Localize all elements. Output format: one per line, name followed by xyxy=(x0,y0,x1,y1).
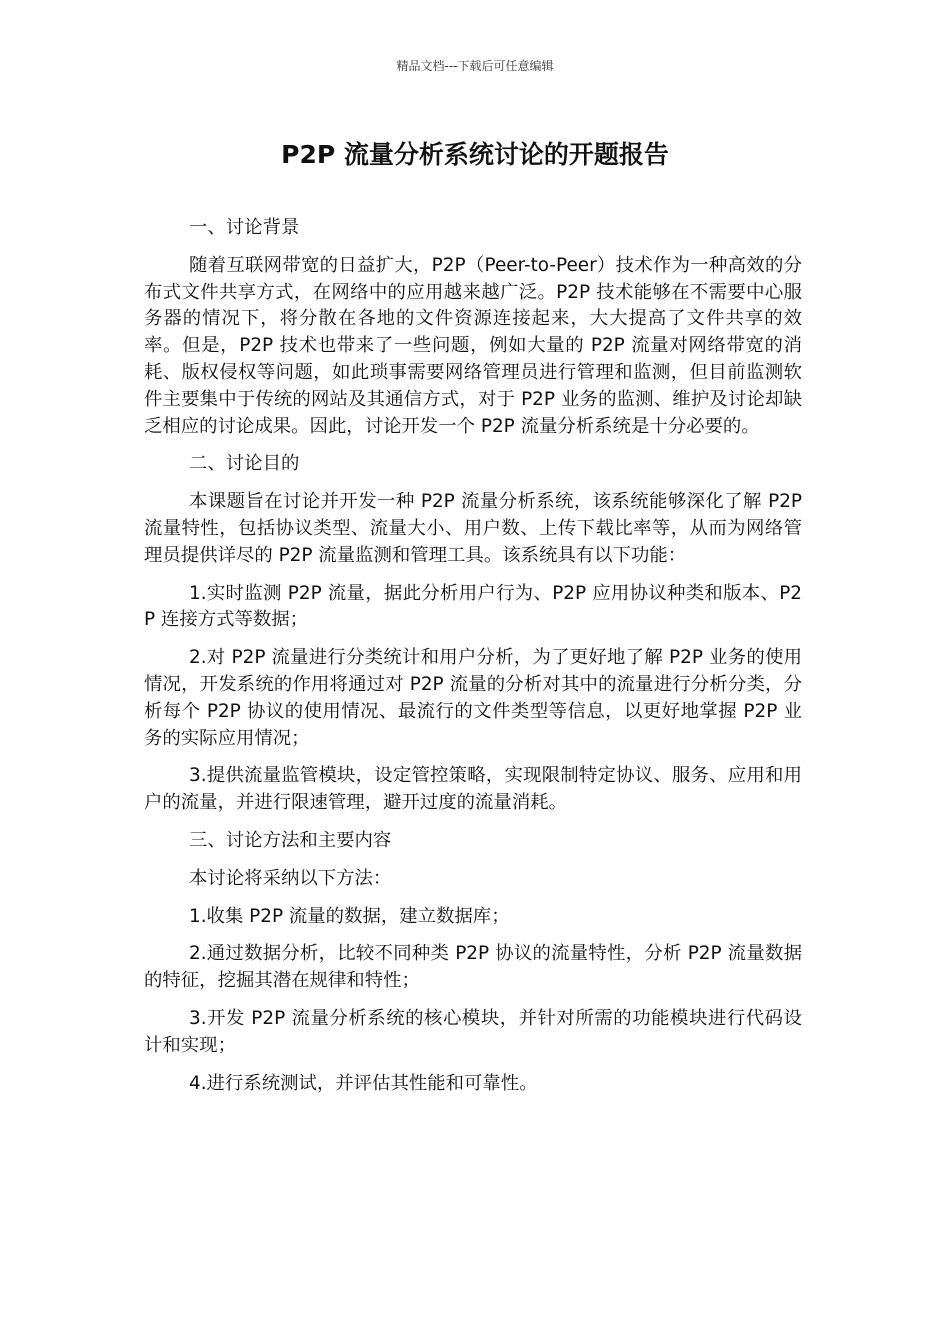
paragraph-background: 随着互联网带宽的日益扩大，P2P（Peer-to-Peer）技术作为一种高效的分布式文件共享方式，在网络中的应用越来越广泛。P2P 技术能够在不需要中心服务器的情况下，将分散在各地的文件资源连接起来，大大提高了文件共享的效率。但是，P2P 技术也带来了一些问题，例如大量的 P2P 流量对网络带宽的消耗、版权侵权等问题，如此琐事需要网络管理员进行管理和监测，但目前监测软件主要集中于传统的网站及其通信方式，对于 P2P 业务的监测、维护及讨论却缺乏相应的讨论成果。因此，讨论开发一个 P2P 流量分析系统是十分必要的。 xyxy=(144,254,802,437)
list-item-method-1: 1.收集 P2P 流量的数据，建立数据库； xyxy=(189,905,510,927)
section-heading-methods: 三、讨论方法和主要内容 xyxy=(189,829,392,851)
list-item-method-4: 4.进行系统测试，并评估其性能和可靠性。 xyxy=(189,1072,538,1094)
list-item-function-1: 1.实时监测 P2P 流量，据此分析用户行为、P2P 应用协议种类和版本、P2P 连接方式等数据； xyxy=(144,582,802,631)
page-header-note: 精品文档---下载后可任意编辑 xyxy=(396,59,554,73)
section-heading-purpose: 二、讨论目的 xyxy=(189,453,300,475)
paragraph-purpose: 本课题旨在讨论并开发一种 P2P 流量分析系统，该系统能够深化了解 P2P 流量特性，包括协议类型、流量大小、用户数、上传下载比率等，从而为网络管理员提供详尽的 P2P 流量监测和管理工具。该系统具有以下功能： xyxy=(144,491,802,566)
document-body xyxy=(144,215,802,1108)
list-item-method-3: 3.开发 P2P 流量分析系统的核心模块，并针对所需的功能模块进行代码设计和实现； xyxy=(144,1007,802,1056)
document-title: P2P 流量分析系统讨论的开题报告 xyxy=(281,140,669,169)
list-item-method-2: 2.通过数据分析，比较不同种类 P2P 协议的流量特性，分析 P2P 流量数据的特征，挖掘其潜在规律和特性； xyxy=(144,943,802,992)
paragraph-methods-intro: 本讨论将采纳以下方法： xyxy=(189,867,392,889)
list-item-function-2: 2.对 P2P 流量进行分类统计和用户分析，为了更好地了解 P2P 业务的使用情况，开发系统的作用将通过对 P2P 流量的分析对其中的流量进行分析分类，分析每个 P2P 协议的使用情况、最流行的文件类型等信息，以更好地掌握 P2P 业务的实际应用情况； xyxy=(144,647,802,749)
list-item-function-3: 3.提供流量监管模块，设定管控策略，实现限制特定协议、服务、应用和用户的流量，并进行限速管理，避开过度的流量消耗。 xyxy=(144,765,802,814)
section-heading-background: 一、讨论背景 xyxy=(189,217,300,238)
